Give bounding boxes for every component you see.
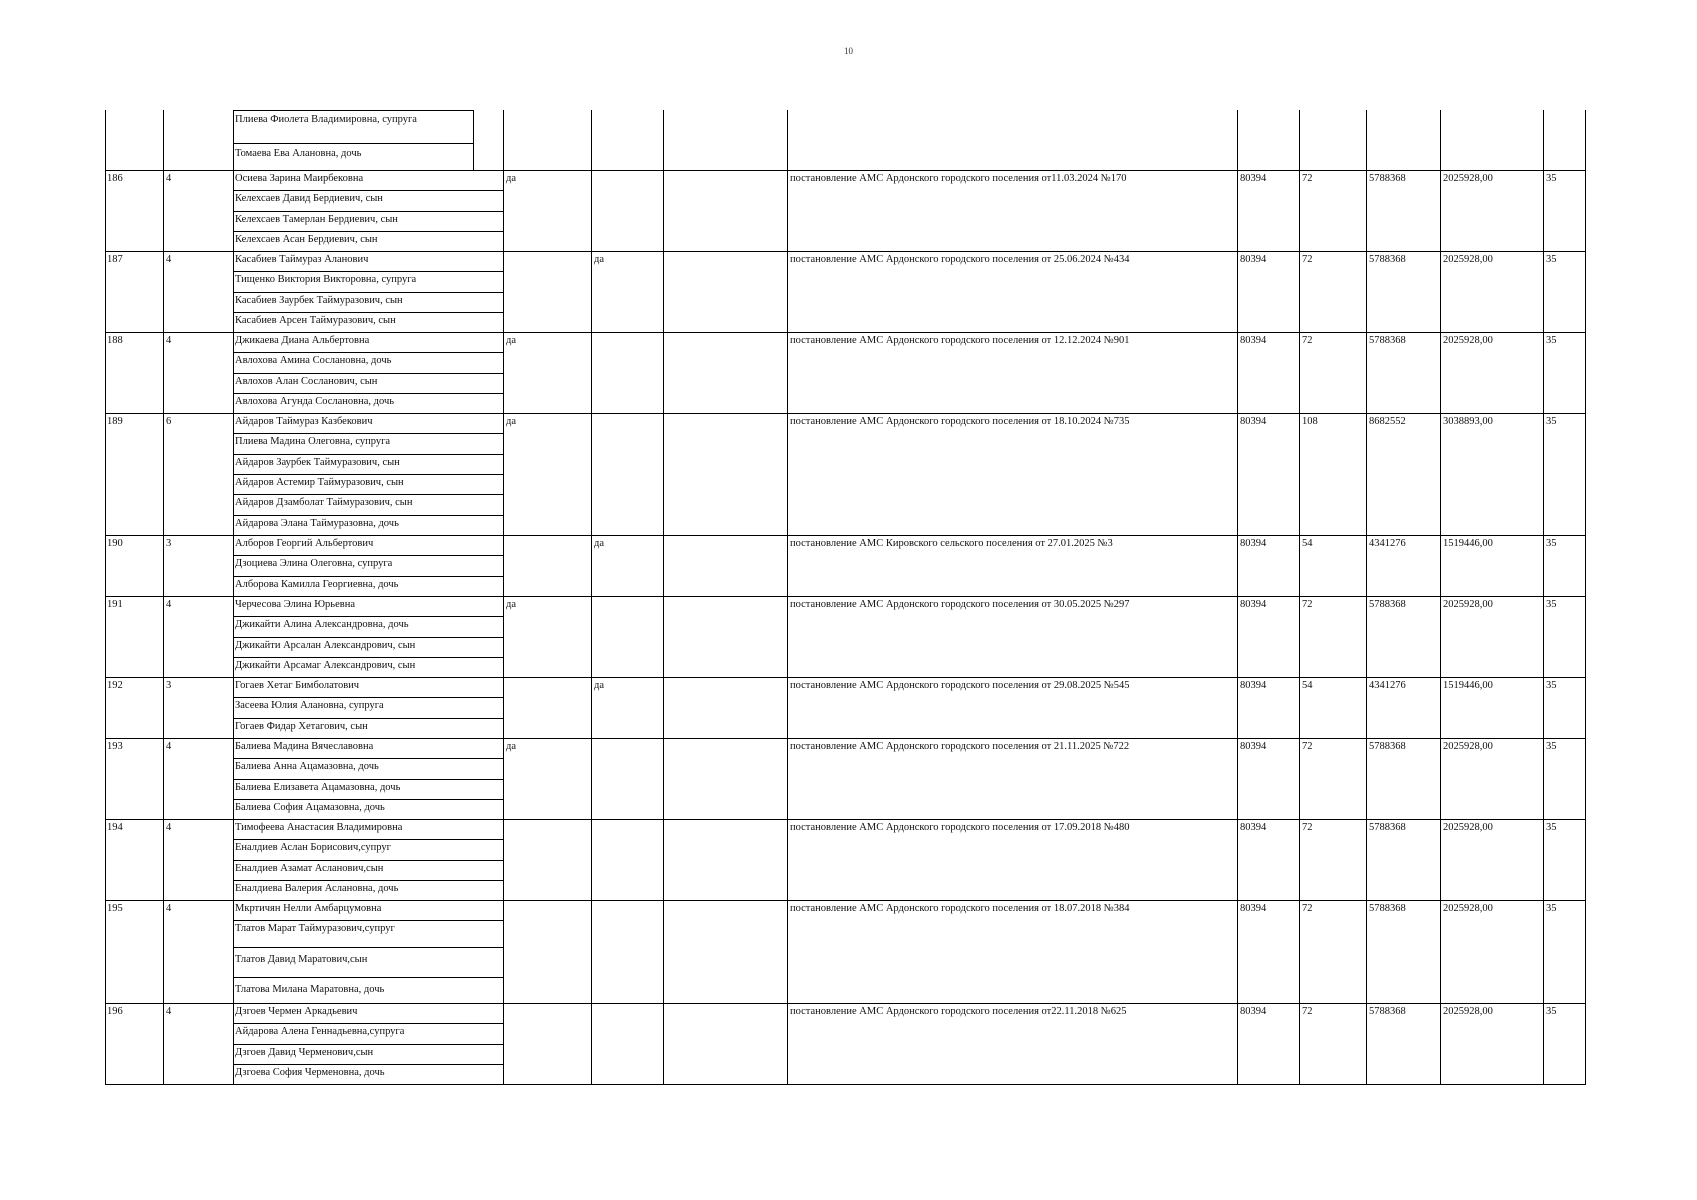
- value-col-1: 80394: [1240, 903, 1267, 914]
- document-reference: постановление АМС Ардонского городского поселения от 21.11.2025 №722: [790, 741, 1130, 752]
- family-member: Еналдиев Аслан Борисович,супруг: [235, 842, 391, 853]
- family-member: Томаева Ева Алановна, дочь: [235, 148, 362, 159]
- table-hline: [233, 616, 503, 617]
- table-hline: [233, 143, 473, 144]
- value-col-4: 1519446,00: [1443, 538, 1493, 549]
- value-col-4: 2025928,00: [1443, 599, 1493, 610]
- table-hline: [233, 555, 503, 556]
- family-size: 4: [166, 822, 172, 833]
- table-hline: [233, 977, 503, 978]
- value-col-1: 80394: [1240, 1006, 1267, 1017]
- table-hline: [233, 110, 473, 111]
- flag-col-a: да: [506, 335, 517, 346]
- value-col-2: 72: [1302, 599, 1313, 610]
- table-hline: [233, 352, 503, 353]
- table-hline: [233, 1064, 503, 1065]
- value-col-5: 35: [1546, 1006, 1557, 1017]
- table-hline: [233, 637, 503, 638]
- value-col-1: 80394: [1240, 416, 1267, 427]
- family-size: 4: [166, 173, 172, 184]
- family-member: Еналдиев Азамат Асланович,сын: [235, 863, 384, 874]
- value-col-4: 3038893,00: [1443, 416, 1493, 427]
- table-hline: [233, 312, 503, 313]
- document-reference: постановление АМС Ардонского городского поселения от 18.10.2024 №735: [790, 416, 1130, 427]
- family-size: 3: [166, 538, 172, 549]
- family-member: Дзгоева София Черменовна, дочь: [235, 1067, 385, 1078]
- table-hline: [233, 718, 503, 719]
- value-col-3: 4341276: [1369, 680, 1406, 691]
- value-col-5: 35: [1546, 335, 1557, 346]
- row-number: 195: [107, 903, 123, 914]
- table-hline: [233, 1044, 503, 1045]
- family-member: Авлохов Алан Сосланович, сын: [235, 376, 378, 387]
- table-hline: [233, 231, 503, 232]
- row-number: 194: [107, 822, 123, 833]
- value-col-5: 35: [1546, 680, 1557, 691]
- table-hline: [233, 657, 503, 658]
- value-col-2: 72: [1302, 254, 1313, 265]
- flag-col-a: да: [506, 599, 517, 610]
- family-member: Айдаров Заурбек Таймуразович, сын: [235, 457, 400, 468]
- table-hline: [233, 211, 503, 212]
- family-member: Келехсаев Асан Бердиевич, сын: [235, 234, 378, 245]
- family-member: Джикаева Диана Альбертовна: [235, 335, 370, 346]
- table-hline: [233, 920, 503, 921]
- value-col-3: 8682552: [1369, 416, 1406, 427]
- family-member: Айдаров Астемир Таймуразович, сын: [235, 477, 404, 488]
- row-number: 187: [107, 254, 123, 265]
- value-col-5: 35: [1546, 741, 1557, 752]
- document-reference: постановление АМС Ардонского городского поселения от 29.08.2025 №545: [790, 680, 1130, 691]
- family-member: Тищенко Виктория Викторовна, супруга: [235, 274, 417, 285]
- family-member: Авлохова Агунда Сослановна, дочь: [235, 396, 395, 407]
- value-col-5: 35: [1546, 538, 1557, 549]
- row-number: 186: [107, 173, 123, 184]
- document-reference: постановление АМС Ардонского городского поселения от11.03.2024 №170: [790, 173, 1127, 184]
- value-col-1: 80394: [1240, 173, 1267, 184]
- flag-col-a: да: [506, 416, 517, 427]
- value-col-5: 35: [1546, 599, 1557, 610]
- value-col-1: 80394: [1240, 741, 1267, 752]
- table-hline: [233, 494, 503, 495]
- value-col-1: 80394: [1240, 538, 1267, 549]
- value-col-2: 72: [1302, 903, 1313, 914]
- family-member: Дзгоев Чермен Аркадьевич: [235, 1006, 358, 1017]
- family-member: Мкртичян Нелли Амбарцумовна: [235, 903, 382, 914]
- value-col-3: 5788368: [1369, 903, 1406, 914]
- flag-col-a: да: [506, 173, 517, 184]
- table-hline: [233, 433, 503, 434]
- value-col-4: 2025928,00: [1443, 741, 1493, 752]
- family-member: Джикайти Алина Александровна, дочь: [235, 619, 409, 630]
- value-col-3: 5788368: [1369, 822, 1406, 833]
- family-member: Балиева Анна Ацамазовна, дочь: [235, 761, 379, 772]
- table-hline: [233, 393, 503, 394]
- value-col-2: 54: [1302, 680, 1313, 691]
- value-col-2: 54: [1302, 538, 1313, 549]
- family-member: Алборова Камилла Георгиевна, дочь: [235, 579, 399, 590]
- family-member: Джикайти Арсалан Александрович, сын: [235, 640, 416, 651]
- family-member: Алборов Георгий Альбертович: [235, 538, 374, 549]
- family-size: 4: [166, 741, 172, 752]
- family-member: Гогаев Хетаг Бимболатович: [235, 680, 360, 691]
- value-col-5: 35: [1546, 416, 1557, 427]
- value-col-3: 5788368: [1369, 741, 1406, 752]
- value-col-2: 72: [1302, 335, 1313, 346]
- family-member: Тимофеева Анастасия Владимировна: [235, 822, 403, 833]
- table-hline: [233, 779, 503, 780]
- family-member: Тлатов Марат Таймуразович,супруг: [235, 923, 395, 934]
- table-hline: [233, 576, 503, 577]
- flag-col-b: да: [594, 254, 605, 265]
- family-member: Джикайти Арсамаг Александрович, сын: [235, 660, 416, 671]
- value-col-4: 2025928,00: [1443, 903, 1493, 914]
- flag-col-b: да: [594, 538, 605, 549]
- table-hline: [233, 373, 503, 374]
- family-size: 4: [166, 254, 172, 265]
- value-col-3: 5788368: [1369, 254, 1406, 265]
- value-col-1: 80394: [1240, 680, 1267, 691]
- family-member: Тлатов Давид Маратович,сын: [235, 954, 368, 965]
- row-number: 193: [107, 741, 123, 752]
- family-member: Тлатова Милана Маратовна, дочь: [235, 984, 385, 995]
- family-member: Черчесова Элина Юрьевна: [235, 599, 355, 610]
- family-size: 4: [166, 903, 172, 914]
- value-col-1: 80394: [1240, 822, 1267, 833]
- table-hline: [233, 170, 473, 171]
- row-number: 188: [107, 335, 123, 346]
- flag-col-b: да: [594, 680, 605, 691]
- family-member: Айдарова Элана Таймуразовна, дочь: [235, 518, 399, 529]
- value-col-2: 72: [1302, 1006, 1313, 1017]
- row-number: 189: [107, 416, 123, 427]
- family-size: 4: [166, 335, 172, 346]
- table-hline: [233, 947, 503, 948]
- family-member: Балиева Елизавета Ацамазовна, дочь: [235, 782, 401, 793]
- family-member: Засеева Юлия Алановна, супруга: [235, 700, 384, 711]
- value-col-1: 80394: [1240, 254, 1267, 265]
- family-member: Дзгоев Давид Черменович,сын: [235, 1047, 374, 1058]
- family-member: Балиева София Ацамазовна, дочь: [235, 802, 385, 813]
- table-hline: [233, 758, 503, 759]
- family-size: 6: [166, 416, 172, 427]
- value-col-4: 2025928,00: [1443, 1006, 1493, 1017]
- table-hline: [233, 697, 503, 698]
- value-col-1: 80394: [1240, 599, 1267, 610]
- family-member: Гогаев Фидар Хетагович, сын: [235, 721, 368, 732]
- value-col-4: 1519446,00: [1443, 680, 1493, 691]
- table-hline: [233, 1023, 503, 1024]
- family-member: Дзоциева Элина Олеговна, супруга: [235, 558, 393, 569]
- family-member: Айдаров Дзамболат Таймуразович, сын: [235, 497, 413, 508]
- table-vline: [473, 110, 474, 170]
- table-hline: [233, 799, 503, 800]
- family-member: Авлохова Амина Сослановна, дочь: [235, 355, 392, 366]
- value-col-3: 5788368: [1369, 599, 1406, 610]
- family-member: Осиева Зарина Маирбековна: [235, 173, 364, 184]
- document-reference: постановление АМС Ардонского городского поселения от 17.09.2018 №480: [790, 822, 1130, 833]
- table-hline: [233, 190, 503, 191]
- value-col-3: 5788368: [1369, 173, 1406, 184]
- value-col-4: 2025928,00: [1443, 173, 1493, 184]
- value-col-2: 72: [1302, 741, 1313, 752]
- value-col-3: 5788368: [1369, 335, 1406, 346]
- family-size: 4: [166, 1006, 172, 1017]
- table-hline: [233, 271, 503, 272]
- row-number: 191: [107, 599, 123, 610]
- value-col-1: 80394: [1240, 335, 1267, 346]
- table-hline: [233, 880, 503, 881]
- document-reference: постановление АМС Ардонского городского поселения от 12.12.2024 №901: [790, 335, 1130, 346]
- document-reference: постановление АМС Ардонского городского поселения от 30.05.2025 №297: [790, 599, 1130, 610]
- value-col-3: 5788368: [1369, 1006, 1406, 1017]
- table-hline: [233, 292, 503, 293]
- family-member: Касабиев Заурбек Таймуразович, сын: [235, 295, 403, 306]
- family-member: Плиева Мадина Олеговна, супруга: [235, 436, 391, 447]
- family-size: 4: [166, 599, 172, 610]
- table-hline: [233, 839, 503, 840]
- value-col-2: 72: [1302, 822, 1313, 833]
- page-number: 10: [844, 46, 853, 56]
- family-member: Касабиев Таймураз Аланович: [235, 254, 369, 265]
- value-col-4: 2025928,00: [1443, 822, 1493, 833]
- family-member: Плиева Фиолета Владимировна, супруга: [235, 114, 417, 125]
- row-number: 196: [107, 1006, 123, 1017]
- family-member: Еналдиева Валерия Аслановна, дочь: [235, 883, 399, 894]
- family-member: Айдаров Таймураз Казбекович: [235, 416, 373, 427]
- value-col-2: 72: [1302, 173, 1313, 184]
- value-col-2: 108: [1302, 416, 1318, 427]
- value-col-3: 4341276: [1369, 538, 1406, 549]
- family-member: Айдарова Алена Геннадьевна,супруга: [235, 1026, 405, 1037]
- family-member: Касабиев Арсен Таймуразович, сын: [235, 315, 396, 326]
- flag-col-a: да: [506, 741, 517, 752]
- row-number: 190: [107, 538, 123, 549]
- table-hline: [233, 454, 503, 455]
- table-hline: [233, 515, 503, 516]
- table-hline: [233, 474, 503, 475]
- family-size: 3: [166, 680, 172, 691]
- value-col-5: 35: [1546, 822, 1557, 833]
- document-reference: постановление АМС Ардонского городского поселения от22.11.2018 №625: [790, 1006, 1127, 1017]
- family-member: Келехсаев Давид Бердиевич, сын: [235, 193, 383, 204]
- value-col-4: 2025928,00: [1443, 254, 1493, 265]
- value-col-5: 35: [1546, 173, 1557, 184]
- table-hline: [105, 1084, 1586, 1085]
- document-reference: постановление АМС Ардонского городского поселения от 25.06.2024 №434: [790, 254, 1130, 265]
- value-col-5: 35: [1546, 903, 1557, 914]
- value-col-4: 2025928,00: [1443, 335, 1493, 346]
- family-member: Келехсаев Тамерлан Бердиевич, сын: [235, 214, 398, 225]
- family-member: Балиева Мадина Вячеславовна: [235, 741, 374, 752]
- document-reference: постановление АМС Кировского сельского поселения от 27.01.2025 №3: [790, 538, 1113, 549]
- row-number: 192: [107, 680, 123, 691]
- document-reference: постановление АМС Ардонского городского поселения от 18.07.2018 №384: [790, 903, 1130, 914]
- value-col-5: 35: [1546, 254, 1557, 265]
- table-hline: [233, 860, 503, 861]
